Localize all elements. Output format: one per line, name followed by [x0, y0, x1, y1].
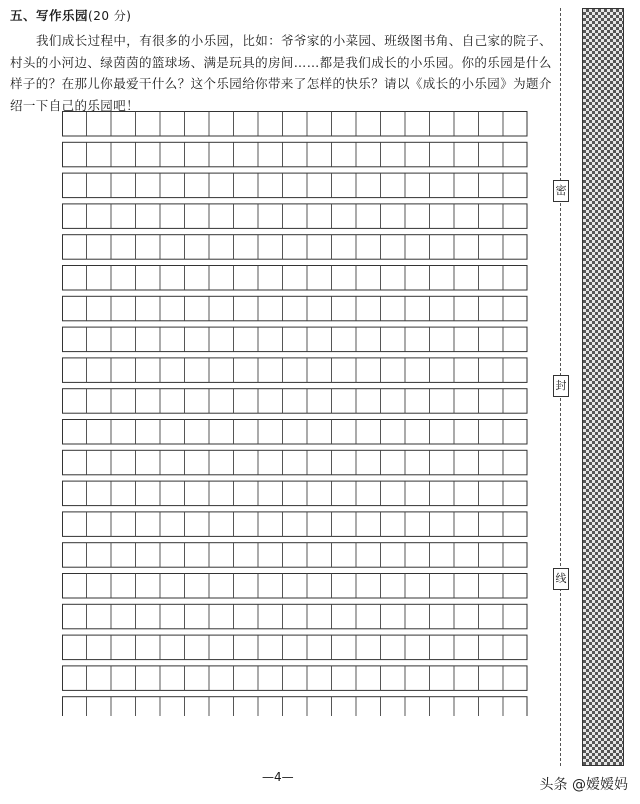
prompt-text: 我们成长过程中，有很多的小乐园，比如：爷爷家的小菜园、班级图书角、自己家的院子、村头的小河边、绿茵茵的篮球场、满是玩具的房间……都是我们成长的小乐园。你的乐园是什么样子的？在那儿你最爱干什么？这个乐园给你带来了怎样的快乐？请以《成长的小乐园》为题介绍一下自己的乐园吧！	[10, 33, 553, 113]
grid-row	[63, 481, 528, 506]
writing-prompt	[10, 30, 558, 116]
grid-row	[63, 173, 528, 198]
composition-grid	[62, 111, 528, 716]
sealing-label-feng: 封	[553, 375, 569, 397]
grid-row	[63, 666, 528, 691]
grid-row	[63, 512, 528, 537]
grid-row	[63, 327, 528, 352]
grid-row	[63, 358, 528, 383]
grid-row	[63, 697, 528, 716]
grid-row	[63, 204, 528, 229]
grid-row	[63, 112, 528, 137]
watermark: 头条 @嫒嫒妈	[539, 777, 628, 793]
section-heading	[10, 6, 131, 24]
grid-row	[63, 389, 528, 414]
decorative-pattern-strip	[582, 8, 624, 766]
grid-row	[63, 296, 528, 321]
grid-row	[63, 142, 528, 167]
grid-row	[63, 635, 528, 660]
grid-row	[63, 574, 528, 599]
sealing-label-xian: 线	[553, 568, 569, 590]
section-title: 五、写作乐园	[10, 8, 89, 23]
grid-row	[63, 604, 528, 629]
grid-row	[63, 420, 528, 445]
grid-row	[63, 450, 528, 475]
page-number: —4—	[262, 770, 294, 784]
grid-row	[63, 235, 528, 260]
grid-row	[63, 266, 528, 291]
section-score: (20 分)	[88, 9, 132, 23]
grid-row	[63, 543, 528, 568]
sealing-label-mi: 密	[553, 180, 569, 202]
